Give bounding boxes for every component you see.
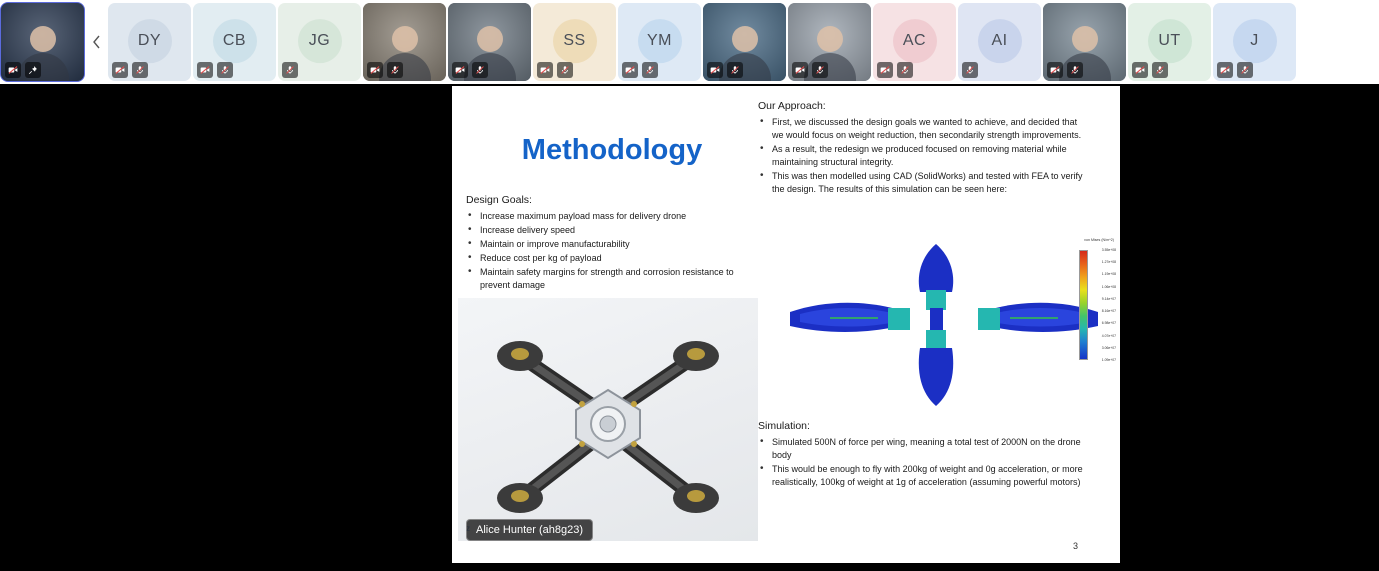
- list-item: • Increase maximum payload mass for delivery drone: [466, 210, 756, 223]
- mic-off-icon[interactable]: [1237, 62, 1253, 78]
- list-item: • First, we discussed the design goals we wanted to achieve, and decided that we would focus on weight reduction, then secondarily strength improvements.: [758, 116, 1088, 142]
- list-item: • Reduce cost per kg of payload: [466, 252, 756, 265]
- design-goals-heading: Design Goals:: [466, 194, 532, 206]
- mic-off-icon[interactable]: [812, 62, 828, 78]
- presenter-name-label: Alice Hunter (ah8g23): [466, 519, 593, 541]
- participant-tile[interactable]: [1128, 3, 1211, 81]
- chevron-left-icon[interactable]: [85, 3, 107, 81]
- tile-badges: [622, 62, 658, 78]
- legend-value: 1.06e+08: [1101, 284, 1116, 289]
- legend-value: 9.14e+07: [1101, 296, 1116, 301]
- legend-value: 6.98e+07: [1101, 321, 1116, 326]
- participant-tile[interactable]: [788, 3, 871, 81]
- tile-badges: [877, 62, 913, 78]
- slide-title: Methodology: [521, 134, 703, 166]
- legend-value: 1.19e+08: [1101, 272, 1116, 277]
- list-item: • This was then modelled using CAD (SolidWorks) and tested with FEA to verify the design. The results of this simulation can be seen here:: [758, 170, 1088, 196]
- fea-legend-title: von Mises (N/m^2): [1084, 238, 1114, 242]
- mic-off-icon[interactable]: [727, 62, 743, 78]
- fea-color-bar: [1079, 250, 1088, 360]
- avatar: AI: [978, 19, 1022, 63]
- simulation-block: [758, 420, 1098, 490]
- mic-off-icon[interactable]: [387, 62, 403, 78]
- avatar: SS: [553, 19, 597, 63]
- legend-value: 1.09e+07: [1101, 357, 1116, 362]
- design-goals-list: [466, 210, 756, 292]
- list-item: • As a result, the redesign we produced focused on removing material while maintaining structural integrity.: [758, 143, 1088, 169]
- tile-badges: [282, 62, 298, 78]
- tile-badges: [1217, 62, 1253, 78]
- list-item: • Simulated 500N of force per wing, meaning a total test of 2000N on the drone body: [758, 436, 1098, 462]
- participant-tile[interactable]: [533, 3, 616, 81]
- mic-off-icon[interactable]: [132, 62, 148, 78]
- our-approach-block: [758, 100, 1088, 197]
- tile-badges: [1047, 62, 1083, 78]
- mic-off-icon[interactable]: [217, 62, 233, 78]
- video-off-icon[interactable]: [1047, 62, 1063, 78]
- tile-badges: [792, 62, 828, 78]
- presentation-slide[interactable]: [452, 86, 1120, 563]
- participant-tile[interactable]: [1043, 3, 1126, 81]
- legend-value: 4.07e+07: [1101, 333, 1116, 338]
- legend-value: 8.16e+07: [1101, 309, 1116, 314]
- list-item: • Maintain safety margins for strength and corrosion resistance to prevent damage: [466, 266, 756, 292]
- list-item: • Maintain or improve manufacturability: [466, 238, 756, 251]
- tile-badges: [452, 62, 488, 78]
- our-approach-list: [758, 116, 1088, 196]
- participant-tile[interactable]: [448, 3, 531, 81]
- legend-value: 3.06e+07: [1101, 345, 1116, 350]
- our-approach-heading: Our Approach:: [758, 100, 826, 112]
- drone-illustration: [458, 298, 758, 541]
- participant-tile[interactable]: [958, 3, 1041, 81]
- mic-off-icon[interactable]: [1067, 62, 1083, 78]
- simulation-list: [758, 436, 1098, 489]
- video-off-icon[interactable]: [452, 62, 468, 78]
- video-off-icon[interactable]: [707, 62, 723, 78]
- list-item: • This would be enough to fly with 200kg of weight and 0g acceleration, or more realistically, 100kg of weight at 1g of acceleration (assuming powerful motors): [758, 463, 1098, 489]
- video-off-icon[interactable]: [112, 62, 128, 78]
- simulation-heading: Simulation:: [758, 420, 810, 432]
- video-off-icon[interactable]: [792, 62, 808, 78]
- design-goals-block: [466, 194, 756, 293]
- participant-tile[interactable]: [363, 3, 446, 81]
- avatar: J: [1233, 19, 1277, 63]
- video-off-icon[interactable]: [1132, 62, 1148, 78]
- mic-off-icon[interactable]: [282, 62, 298, 78]
- video-off-icon[interactable]: [1217, 62, 1233, 78]
- avatar: DY: [128, 19, 172, 63]
- drone-cad-image: [458, 298, 758, 541]
- participant-tile[interactable]: [873, 3, 956, 81]
- tile-badges: [197, 62, 233, 78]
- avatar: JG: [298, 19, 342, 63]
- participant-tile[interactable]: [193, 3, 276, 81]
- participant-tile[interactable]: [108, 3, 191, 81]
- slide-page-number: 3: [1072, 541, 1078, 551]
- tile-badges: [962, 62, 978, 78]
- mic-off-icon[interactable]: [557, 62, 573, 78]
- mic-off-icon[interactable]: [1152, 62, 1168, 78]
- tile-badges: [707, 62, 743, 78]
- tile-badges: [367, 62, 403, 78]
- participant-tile[interactable]: [1213, 3, 1296, 81]
- avatar: YM: [638, 19, 682, 63]
- tile-badges: [5, 62, 41, 78]
- avatar: CB: [213, 19, 257, 63]
- fea-illustration: [770, 234, 1118, 416]
- participant-tile[interactable]: [1, 3, 84, 81]
- avatar: AC: [893, 19, 937, 63]
- video-off-icon[interactable]: [197, 62, 213, 78]
- video-off-icon[interactable]: [877, 62, 893, 78]
- video-off-icon[interactable]: [622, 62, 638, 78]
- participant-filmstrip: [0, 0, 1379, 84]
- fea-legend-values: [1102, 248, 1116, 362]
- legend-value: 3.55e+08: [1101, 248, 1116, 252]
- fea-simulation-image: [770, 234, 1118, 416]
- mic-off-icon[interactable]: [962, 62, 978, 78]
- list-item: • Increase delivery speed: [466, 224, 756, 237]
- mic-off-icon[interactable]: [472, 62, 488, 78]
- video-off-icon[interactable]: [5, 62, 21, 78]
- video-off-icon[interactable]: [367, 62, 383, 78]
- mic-off-icon[interactable]: [897, 62, 913, 78]
- shared-content-stage: [0, 84, 1379, 571]
- legend-value: 1.27e+08: [1101, 260, 1116, 265]
- avatar: UT: [1148, 19, 1192, 63]
- mic-off-icon[interactable]: [642, 62, 658, 78]
- video-off-icon[interactable]: [537, 62, 553, 78]
- participant-tile[interactable]: [278, 3, 361, 81]
- tile-badges: [1132, 62, 1168, 78]
- pin-icon[interactable]: [25, 62, 41, 78]
- tile-badges: [537, 62, 573, 78]
- participant-tile[interactable]: [703, 3, 786, 81]
- participant-tile[interactable]: [618, 3, 701, 81]
- tile-badges: [112, 62, 148, 78]
